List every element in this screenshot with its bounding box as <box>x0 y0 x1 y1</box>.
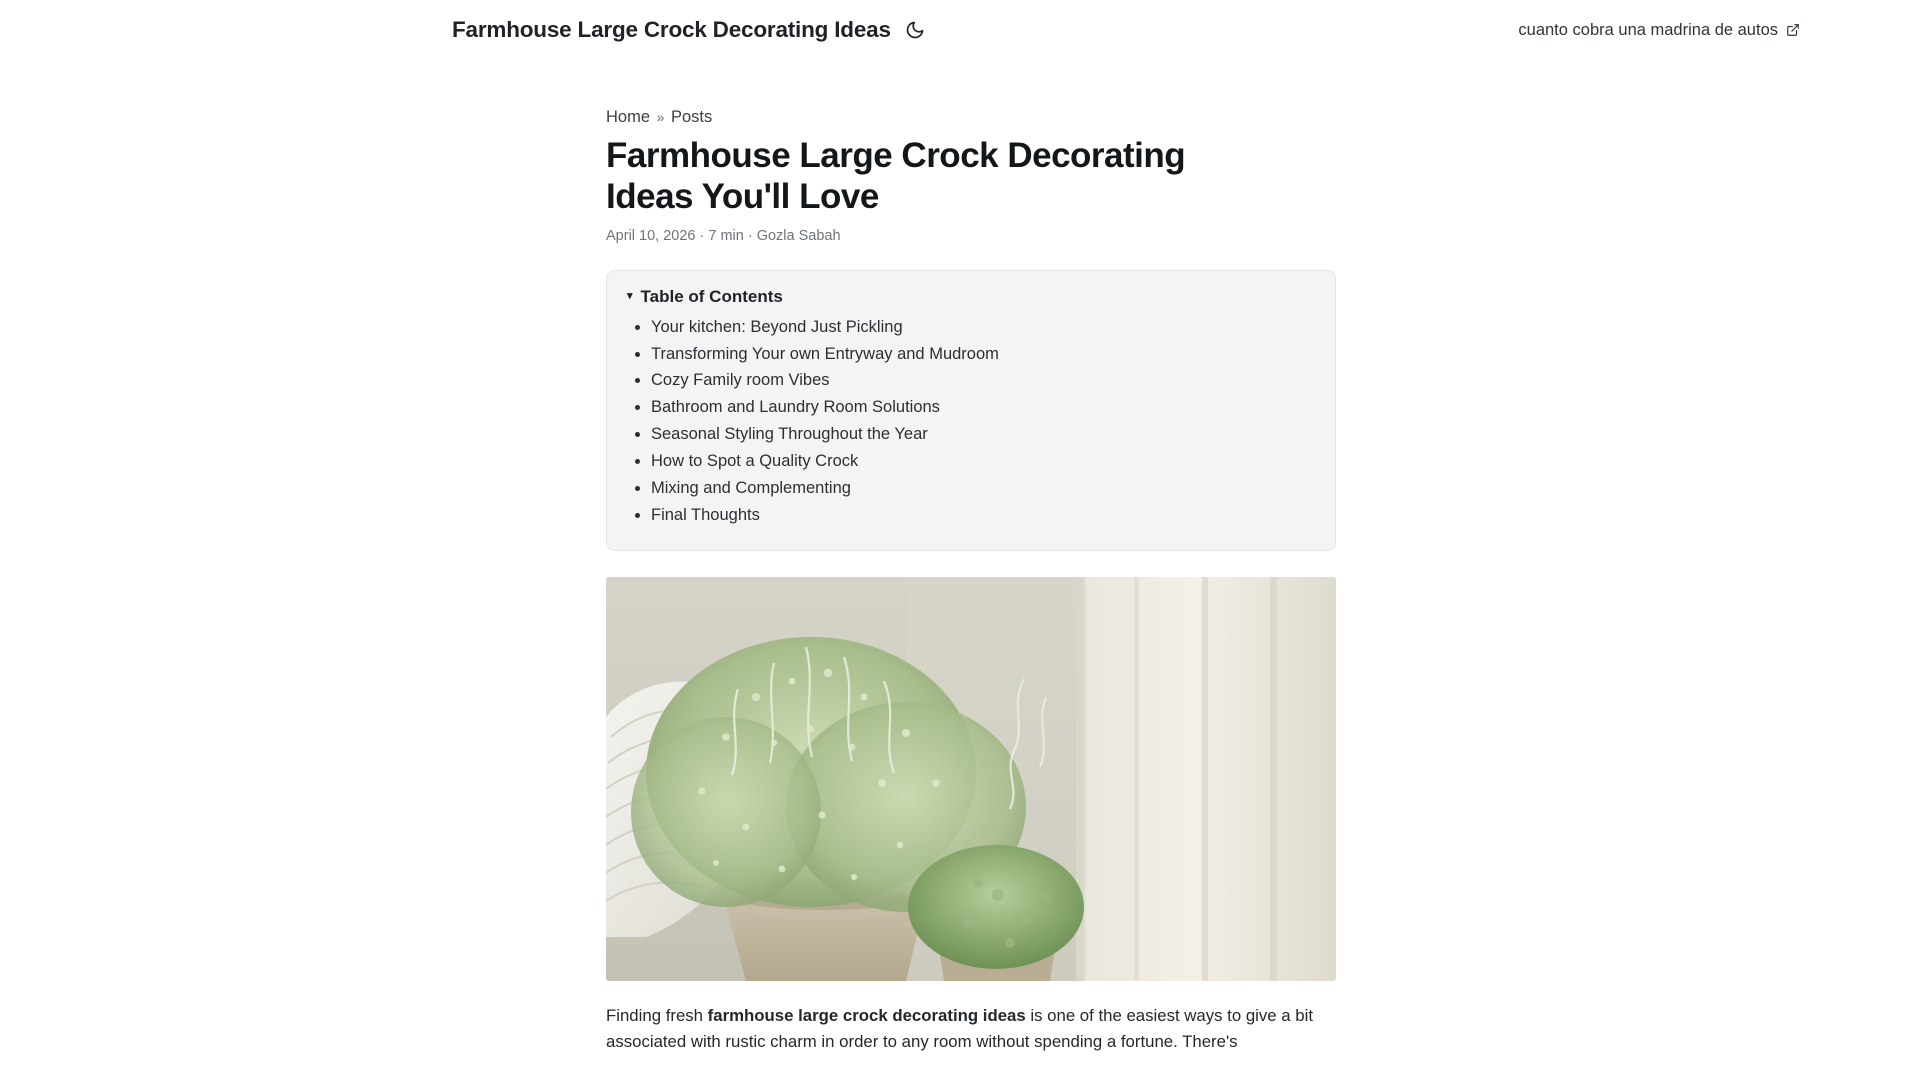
paragraph-lead: Finding fresh <box>606 1005 708 1025</box>
breadcrumb-home[interactable]: Home <box>606 108 651 126</box>
list-item[interactable] <box>651 449 1315 473</box>
breadcrumb <box>606 108 1336 127</box>
hero-illustration <box>606 577 1336 981</box>
site-title[interactable]: Farmhouse Large Crock Decorating Ideas <box>452 17 891 42</box>
toc-link[interactable]: Your kitchen: Beyond Just Pickling <box>651 317 903 336</box>
toc-link[interactable]: Final Thoughts <box>651 505 760 524</box>
toc-link[interactable]: Cozy Family room Vibes <box>651 371 830 390</box>
header-inner <box>0 17 1920 43</box>
breadcrumb-separator: » <box>656 109 665 125</box>
list-item[interactable] <box>651 395 1315 419</box>
hero-image <box>606 577 1336 981</box>
list-item[interactable] <box>651 315 1315 339</box>
table-of-contents <box>606 270 1336 551</box>
header-external-link[interactable] <box>1518 21 1800 40</box>
page-title: Farmhouse Large Crock Decorating Ideas You'll Love <box>606 136 1186 217</box>
external-link-icon[interactable] <box>1786 23 1800 37</box>
toc-label: Table of Contents <box>640 286 783 306</box>
list-item[interactable] <box>651 476 1315 500</box>
list-item[interactable] <box>651 422 1315 446</box>
breadcrumb-posts[interactable]: Posts <box>671 108 713 126</box>
caret-down-icon[interactable]: ▾ <box>627 290 633 303</box>
article-column <box>606 108 1336 1055</box>
article-paragraph <box>606 1003 1336 1055</box>
paragraph-rest: is one of the easiest ways to give a bit associated with rustic charm in order to any room without spending a fortune. There's <box>606 1005 1314 1051</box>
site-header <box>0 0 1920 60</box>
toc-link[interactable]: How to Spot a Quality Crock <box>651 452 859 471</box>
paragraph-keyword: farmhouse large crock decorating ideas <box>707 1005 1026 1025</box>
toc-link[interactable]: Bathroom and Laundry Room Solutions <box>651 398 940 417</box>
list-item[interactable] <box>651 342 1315 366</box>
header-external-link-label[interactable]: cuanto cobra una madrina de autos <box>1518 20 1778 39</box>
post-meta: April 10, 2026 · 7 min · Gozla Sabah <box>606 227 841 244</box>
brand[interactable] <box>452 17 925 43</box>
toc-link[interactable]: Transforming Your own Entryway and Mudroom <box>651 344 999 363</box>
toc-link[interactable]: Mixing and Complementing <box>651 479 851 498</box>
toc-list <box>627 315 1315 528</box>
moon-icon[interactable] <box>905 20 925 40</box>
list-item[interactable] <box>651 368 1315 392</box>
toc-toggle[interactable] <box>627 287 1315 307</box>
toc-link[interactable]: Seasonal Styling Throughout the Year <box>651 425 928 444</box>
list-item[interactable] <box>651 503 1315 527</box>
